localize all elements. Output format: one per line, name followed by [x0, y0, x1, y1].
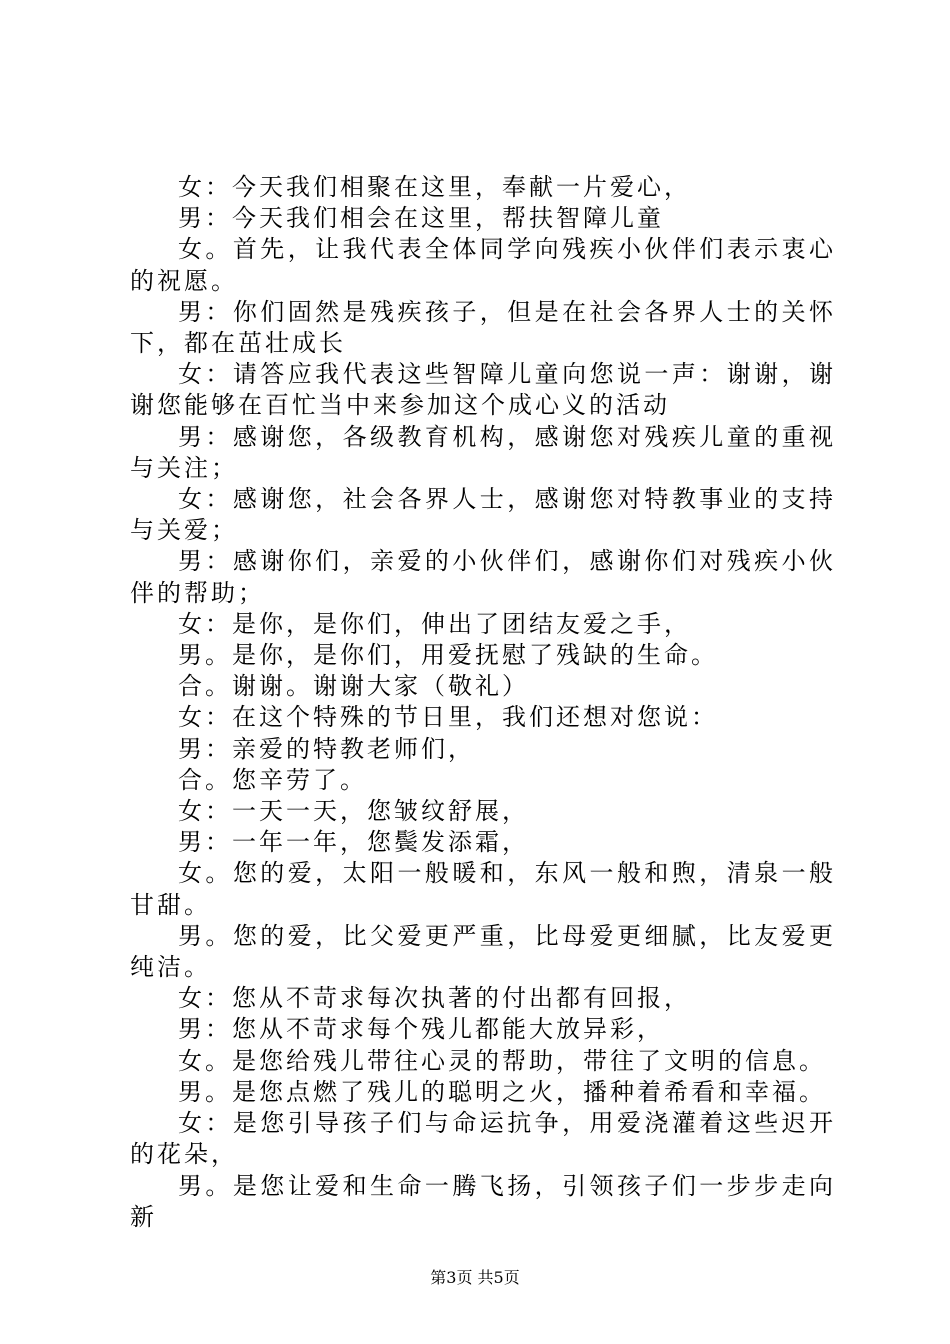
- paragraph: 男。是您让爱和生命一腾飞扬，引领孩子们一步步走向新: [130, 1171, 836, 1231]
- paragraph: 女：您从不苛求每次执著的付出都有回报，: [178, 984, 691, 1013]
- paragraph: 男。是你，是你们，用爱抚慰了残缺的生命。: [178, 641, 718, 670]
- document-body: [130, 172, 836, 1233]
- paragraph: 女：今天我们相聚在这里，奉献一片爱心，: [178, 173, 691, 201]
- paragraph: 男：一年一年，您鬓发添霜，: [178, 828, 529, 857]
- paragraph: 男：你们固然是残疾孩子，但是在社会各界人士的关怀下，都在茁壮成长: [130, 297, 836, 358]
- page-number-label: 第3页 共5页: [430, 1268, 520, 1287]
- paragraph: 男：感谢你们，亲爱的小伙伴们，感谢你们对残疾小伙伴的帮助；: [130, 547, 836, 607]
- paragraph: 女。您的爱，太阳一般暖和，东风一般和煦，清泉一般甘甜。: [130, 859, 836, 919]
- page-footer: [0, 1268, 950, 1288]
- paragraph: 男。您的爱，比父爱更严重，比母爱更细腻，比友爱更纯洁。: [130, 921, 836, 982]
- paragraph: 女。首先，让我代表全体同学向残疾小伙伴们表示衷心的祝愿。: [130, 235, 836, 295]
- paragraph: 男：亲爱的特教老师们，: [178, 734, 475, 763]
- paragraph: 合。谢谢。谢谢大家（敬礼）: [178, 672, 529, 701]
- paragraph: 女：感谢您，社会各界人士，感谢您对特教事业的支持与关爱；: [130, 485, 836, 545]
- paragraph: 女：请答应我代表这些智障儿童向您说一声：谢谢，谢谢您能够在百忙当中来参加这个成心义的活动: [130, 360, 836, 420]
- paragraph: 女：是您引导孩子们与命运抗争，用爱浇灌着这些迟开的花朵，: [130, 1109, 836, 1169]
- paragraph: 女。是您给残儿带往心灵的帮助，带往了文明的信息。: [178, 1046, 826, 1075]
- paragraph: 女：一天一天，您皱纹舒展，: [178, 797, 529, 826]
- paragraph: 男。是您点燃了残儿的聪明之火，播种着希看和幸福。: [178, 1077, 826, 1106]
- paragraph: 男：感谢您，各级教育机构，感谢您对残疾儿童的重视与关注；: [130, 422, 836, 482]
- paragraph: 合。您辛劳了。: [178, 765, 367, 794]
- paragraph: 女：是你，是你们，伸出了团结友爱之手，: [178, 609, 691, 638]
- paragraph: 男：您从不苛求每个残儿都能大放异彩，: [178, 1015, 664, 1044]
- paragraph: 男：今天我们相会在这里，帮扶智障儿童: [178, 204, 664, 233]
- paragraph: 女：在这个特殊的节日里，我们还想对您说：: [178, 703, 718, 732]
